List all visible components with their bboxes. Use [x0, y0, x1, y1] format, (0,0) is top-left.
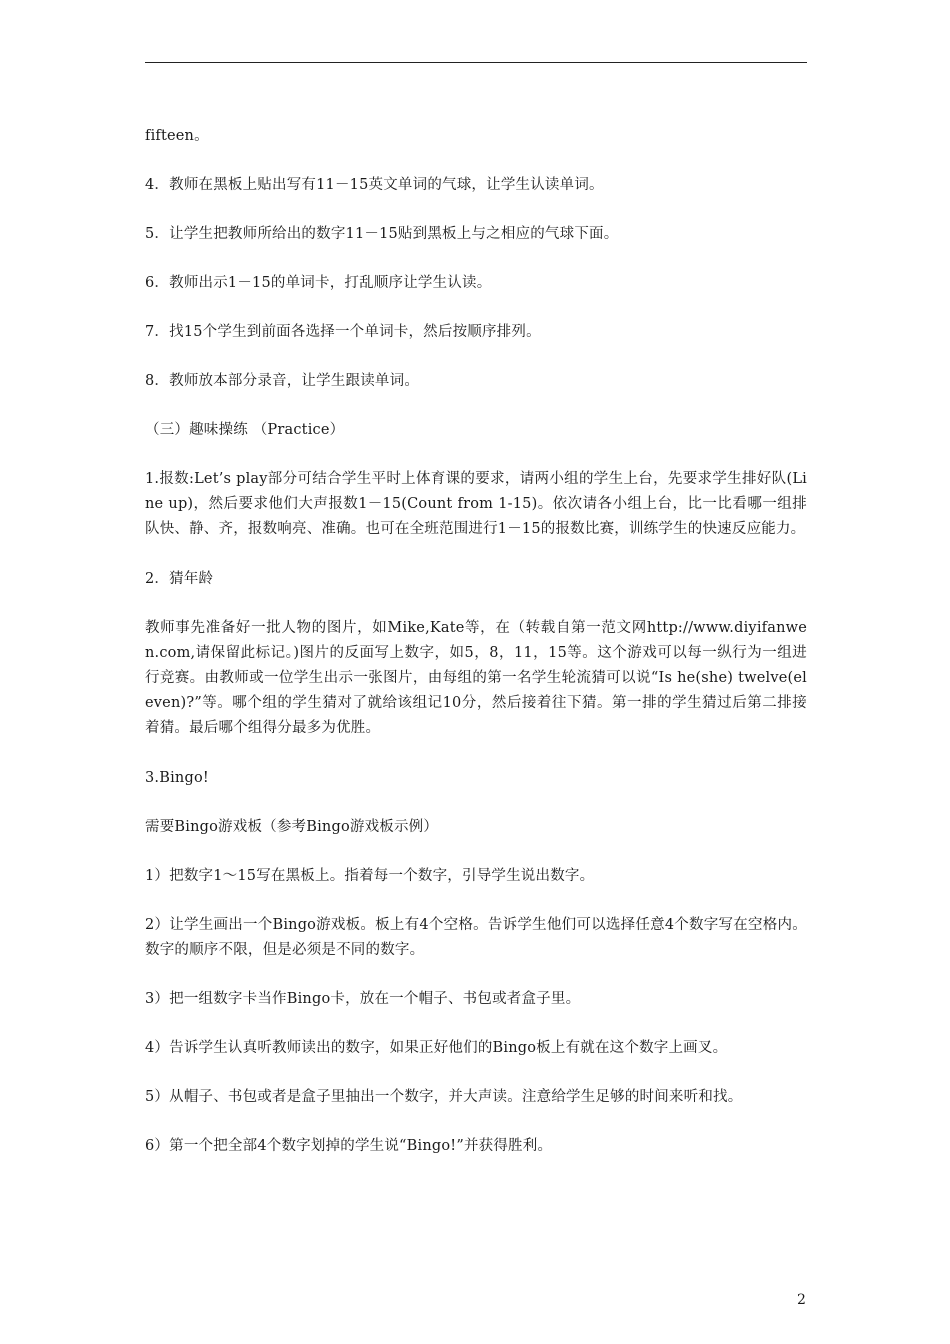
- paragraph-step-7: 7．找15个学生到前面各选择一个单词卡，然后按顺序排列。: [145, 324, 541, 340]
- paragraph-count-off: 1.报数:Let’s play部分可结合学生平时上体育课的要求，请两小组的学生上台，先要求学生排好队(Line up)，然后要求他们大声报数1－15(Count from 1-15)。依次请各小组上台，比一比看哪一组排队快、静、齐，报数响亮、准确。也可在全班范围进行1－15的报数比赛，训练学生的快速反应能力。: [145, 471, 807, 537]
- bingo-step-4: 4）告诉学生认真听教师读出的数字，如果正好他们的Bingo板上有就在这个数字上画叉。: [145, 1040, 728, 1056]
- section-heading-practice: （三）趣味操练 （Practice）: [145, 422, 345, 438]
- paragraph-fifteen: fifteen。: [145, 128, 209, 144]
- bingo-step-1: 1）把数字1～15写在黑板上。指着每一个数字，引导学生说出数字。: [145, 868, 595, 884]
- bingo-step-3: 3）把一组数字卡当作Bingo卡，放在一个帽子、书包或者盒子里。: [145, 991, 581, 1007]
- heading-guess-age: 2．猜年龄: [145, 571, 214, 587]
- bingo-step-6: 6）第一个把全部4个数字划掉的学生说“Bingo!”并获得胜利。: [145, 1138, 553, 1154]
- document-body: [145, 124, 807, 1159]
- paragraph-bingo-board: 需要Bingo游戏板（参考Bingo游戏板示例）: [145, 819, 439, 835]
- page-number: 2: [797, 1292, 806, 1308]
- bingo-step-5: 5）从帽子、书包或者是盒子里抽出一个数字，并大声读。注意给学生足够的时间来听和找。: [145, 1089, 743, 1105]
- header-rule: [145, 62, 807, 63]
- paragraph-guess-age: 教师事先准备好一批人物的图片，如Mike,Kate等，在（转载自第一范文网http://www.diyifanwen.com,请保留此标记。)图片的反面写上数字，如5，8，11，15等。这个游戏可以每一纵行为一组进行竞赛。由教师或一位学生出示一张图片，由每组的第一名学生轮流猜可以说“Is he(she) twelve(eleven)?”等。哪个组的学生猜对了就给该组记10分，然后接着往下猜。第一排的学生猜过后第二排接着猜。最后哪个组得分最多为优胜。: [145, 620, 807, 736]
- bingo-step-2: 2）让学生画出一个Bingo游戏板。板上有4个空格。告诉学生他们可以选择任意4个数字写在空格内。数字的顺序不限，但是必须是不同的数字。: [145, 917, 807, 958]
- heading-bingo: 3.Bingo!: [145, 770, 209, 786]
- paragraph-step-5: 5．让学生把教师所给出的数字11－15贴到黑板上与之相应的气球下面。: [145, 226, 619, 242]
- paragraph-step-6: 6．教师出示1－15的单词卡，打乱顺序让学生认读。: [145, 275, 492, 291]
- paragraph-step-4: 4．教师在黑板上贴出写有11－15英文单词的气球，让学生认读单词。: [145, 177, 604, 193]
- paragraph-step-8: 8．教师放本部分录音，让学生跟读单词。: [145, 373, 420, 389]
